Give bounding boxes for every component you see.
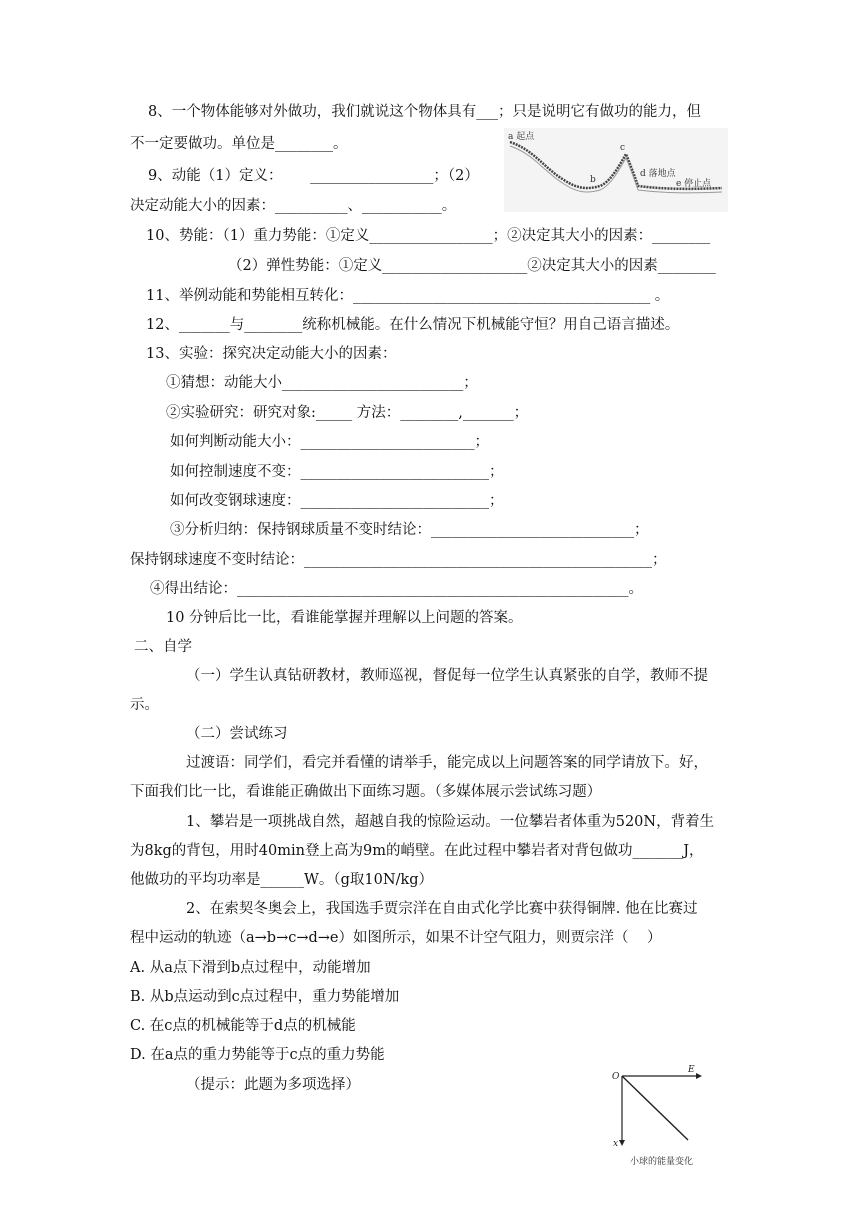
ten-minute-note: 10 分钟后比一比，看谁能掌握并理解以上问题的答案。	[166, 610, 523, 626]
q8-line-2: 不一定要做功。单位是________。	[130, 136, 348, 152]
q13-judge: 如何判断动能大小：________________________；	[170, 434, 489, 450]
transition-line-1: 过渡语：同学们，看完并看懂的请举手，能完成以上问题答案的同学请放下。好，	[186, 755, 708, 771]
track-label-d: d 落地点	[640, 169, 676, 179]
exercise-2-line-2: 程中运动的轨迹（a→b→c→d→e）如图所示，如果不计空气阻力，则贾宗洋（ ）	[130, 930, 662, 946]
q9-line-2: 决定动能大小的因素：__________、___________。	[130, 198, 457, 214]
q9-line-1: 9、动能（1）定义： _________________；（2）	[148, 168, 479, 184]
self-study-para-2: 示。	[130, 697, 159, 713]
q10-line-2: （2）弹性势能：①定义____________________②决定其大小的因素________	[228, 258, 716, 274]
exercise-2-line-1: 2、在索契冬奥会上，我国选手贾宗洋在自由式化学比赛中获得铜牌. 他在比赛过	[186, 901, 698, 917]
energy-graph-figure	[600, 1062, 726, 1172]
track-label-e: e 停止点	[676, 179, 712, 189]
multi-choice-hint: （提示：此题为多项选择）	[186, 1077, 360, 1093]
q13-speed-constant: 保持钢球速度不变时结论：________________________________________________；	[130, 552, 667, 568]
transition-line-2: 下面我们比一比，看谁能正确做出下面练习题。（多媒体展示尝试练习题）	[130, 784, 602, 800]
q13-guess: ①猜想：动能大小_________________________；	[166, 375, 478, 391]
self-study-para-1: （一）学生认真钻研教材，教师巡视，督促每一位学生认真紧张的自学，教师不提	[186, 668, 708, 684]
option-d: D. 在a点的重力势能等于c点的重力势能	[130, 1047, 385, 1063]
energy-line	[622, 1076, 688, 1140]
exercise-1-line-1: 1、攀岩是一项挑战自然，超越自我的惊险运动。一位攀岩者体重为520N，背着生	[186, 814, 715, 830]
q10-line-1: 10、势能：（1）重力势能：①定义_________________；②决定其大小的因素：________	[146, 228, 711, 244]
q13-control: 如何控制速度不变：__________________________；	[170, 464, 504, 480]
track-label-c: c	[620, 143, 626, 153]
origin-label: O	[612, 1072, 620, 1082]
option-c: C. 在c点的机械能等于d点的机械能	[130, 1018, 356, 1034]
option-b: B. 从b点运动到c点过程中，重力势能增加	[130, 989, 400, 1005]
axis-x-label: x	[613, 1139, 619, 1149]
axis-e-label: E	[688, 1065, 695, 1075]
ski-track-figure	[504, 128, 728, 212]
q13-conclusion: ④得出结论：______________________________________________________。	[150, 581, 643, 597]
q13-analysis: ③分析归纳：保持钢球质量不变时结论：____________________________；	[170, 522, 649, 538]
track-label-b: b	[590, 175, 596, 185]
exercise-1-line-3: 他做功的平均功率是______W。（g取10N/kg）	[130, 872, 434, 888]
q13-change: 如何改变钢球速度：__________________________；	[170, 493, 504, 509]
q11-line: 11、举例动能和势能相互转化：_________________________________________ 。	[146, 288, 670, 304]
practice-heading: （二）尝试练习	[186, 726, 288, 742]
q13-research: ②实验研究：研究对象:_____ 方法：________,_______；	[166, 405, 529, 421]
q13-title: 13、实验：探究决定动能大小的因素：	[146, 346, 397, 362]
exercise-1-line-2: 为8kg的背包，用时40min登上高为9m的峭壁。在此过程中攀岩者对背包做功_______J，	[130, 843, 704, 859]
track-label-a: a 起点	[508, 132, 535, 142]
energy-caption: 小球的能量变化	[630, 1157, 694, 1167]
q12-line: 12、_______与________统称机械能。在什么情况下机械能守恒？用自己语言描述。	[146, 317, 680, 333]
section-2-heading: 二、自学	[134, 639, 192, 655]
q8-line-1: 8、一个物体能够对外做功，我们就说这个物体具有___；只是说明它有做功的能力，但	[148, 104, 701, 120]
option-a: A. 从a点下滑到b点过程中，动能增加	[130, 960, 371, 976]
